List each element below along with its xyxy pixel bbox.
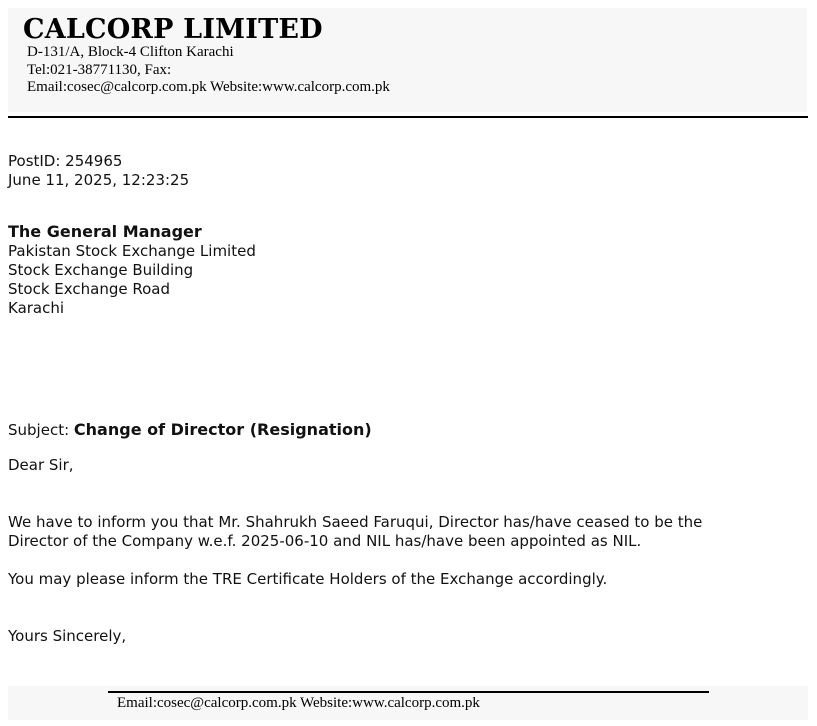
recipient-line: Karachi	[8, 299, 65, 317]
subject-text: Change of Director (Resignation)	[73, 420, 372, 439]
letterhead	[8, 8, 807, 112]
paragraph-line: We have to inform you that Mr. Shahrukh Saeed Faruqui, Director has/have ceased to be the	[8, 513, 703, 531]
recipient-title: The General Manager	[8, 222, 202, 241]
salutation: Dear Sir,	[8, 456, 74, 474]
footer-email-website: Email:cosec@calcorp.com.pk Website:www.calcorp.com.pk	[117, 695, 480, 711]
company-tel-fax: Tel:021-38771130, Fax:	[27, 62, 172, 78]
subject-label: Subject:	[8, 421, 70, 439]
company-address: D-131/A, Block-4 Clifton Karachi	[27, 44, 234, 60]
recipient-line: Stock Exchange Building	[8, 261, 194, 279]
recipient-line: Stock Exchange Road	[8, 280, 170, 298]
closing: Yours Sincerely,	[8, 627, 127, 645]
header-divider	[8, 116, 808, 118]
company-email-website: Email:cosec@calcorp.com.pk Website:www.calcorp.com.pk	[27, 79, 390, 95]
footer-divider	[108, 691, 709, 693]
paragraph-line: You may please inform the TRE Certificate Holders of the Exchange accordingly.	[8, 570, 608, 588]
post-datetime: June 11, 2025, 12:23:25	[8, 171, 190, 189]
recipient-line: Pakistan Stock Exchange Limited	[8, 242, 256, 260]
post-id: PostID: 254965	[8, 152, 123, 170]
paragraph-line: Director of the Company w.e.f. 2025-06-10 and NIL has/have been appointed as NIL.	[8, 532, 642, 550]
subject-line	[8, 420, 372, 440]
company-name: CALCORP LIMITED	[23, 14, 323, 45]
